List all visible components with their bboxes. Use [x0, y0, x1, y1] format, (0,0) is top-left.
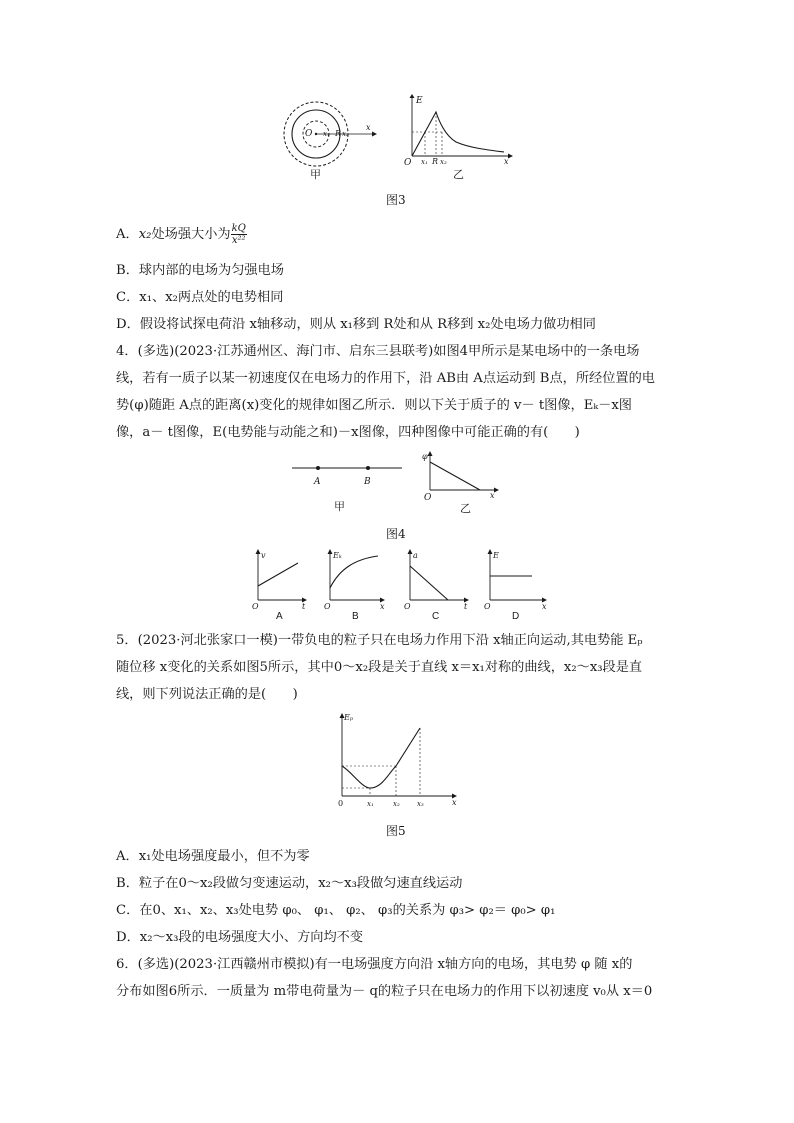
fig4-b-label-y: Eₖ	[333, 551, 342, 560]
fig4-c-label-O: O	[404, 602, 411, 611]
fig4-yi-graph	[418, 450, 503, 502]
fig4-a-label-O: O	[252, 602, 259, 611]
fig5-label-x1: x₁	[367, 800, 374, 808]
fig4-a-label-x: t	[302, 602, 306, 611]
fig5-label-Ep: Eₚ	[344, 713, 354, 722]
fig4-yi-caption: 乙	[460, 502, 471, 515]
fig5-label-x: x	[452, 798, 457, 807]
q4-stem-line4: 像，a－ t图像，E(电势能与动能之和)－x图像，四种图像中可能正确的有( )	[116, 425, 580, 440]
fig4-jia-label-A: A	[314, 477, 321, 487]
fig4-b-label-x: x	[380, 602, 385, 611]
q5-option-b: B．粒子在0～x₂段做匀变速运动，x₂～x₃段做匀速直线运动	[116, 876, 463, 891]
fig4-caption: 图4	[386, 527, 406, 541]
fig4-jia-diagram	[290, 458, 405, 488]
fig4-jia-label-B: B	[364, 477, 371, 487]
fig3-caption: 图3	[386, 193, 406, 207]
q4-stem-line1: 4．(多选)(2023·江苏通州区、海门市、启东三县联考)如图4甲所示是某电场中的一条电场	[116, 344, 640, 359]
fig5-caption: 图5	[386, 824, 406, 838]
fig3-yi-label-E: E	[416, 96, 423, 106]
fig5-label-zero: 0	[338, 799, 344, 808]
fig4-option-d-label: D	[512, 611, 520, 622]
fig4-option-c-label: C	[432, 611, 440, 622]
q6-stem-line1: 6．(多选)(2023·江西赣州市模拟)有一电场强度方向沿 x轴方向的电场，其电势 φ 随 x的	[116, 957, 633, 972]
fig4-option-b-label: B	[352, 611, 359, 622]
fig3-yi-label-O: O	[404, 158, 412, 168]
q3-option-d: D．假设将试探电荷沿 x轴移动，则从 x₁移到 R处和从 R移到 x₂处电场力做功相同	[116, 317, 596, 332]
q5-stem-line3: 线，则下列说法正确的是( )	[116, 687, 298, 702]
q5-stem-line2: 随位移 x变化的关系如图5所示，其中0～x₂段是关于直线 x＝x₁对称的曲线，x₂～x₃段是直	[116, 660, 643, 675]
q3-option-a: A．x₂处场强大小为 $\frac{kQ}{\text{x²²}}$	[116, 223, 246, 246]
fig3-jia-label-R: R	[335, 129, 342, 138]
q3-option-c: C．x₁、x₂两点处的电势相同	[116, 290, 284, 305]
fig4-option-d-graph	[482, 548, 552, 610]
fig4-yi-label-phi: φ	[422, 452, 428, 461]
fig4-c-label-x: t	[464, 602, 468, 611]
fig3-yi-label-R: R	[432, 157, 439, 166]
fig4-yi-label-x: x	[490, 491, 495, 500]
fig3-jia-caption: 甲	[310, 168, 321, 181]
fig3-yi-label-x1: x₁	[421, 158, 428, 166]
q5-option-a: A．x₁处电场强度最小，但不为零	[116, 849, 310, 864]
q3-option-b: B．球内部的电场为匀强电场	[116, 263, 284, 278]
fig3-yi-graph	[400, 94, 515, 166]
fig4-a-label-y: v	[261, 551, 266, 560]
q6-stem-line2: 分布如图6所示．一质量为 m带电荷量为－ q的粒子只在电场力的作用下以初速度 v₀从 x＝0	[116, 984, 653, 999]
fig4-d-label-O: O	[484, 602, 491, 611]
fig3-yi-label-x: x	[504, 157, 509, 166]
q4-stem-line2: 线，若有一质子以某一初速度仅在电场力的作用下，沿 AB由 A点运动到 B点，所经位置的电	[116, 371, 655, 386]
fig3-yi-caption: 乙	[453, 168, 464, 181]
fig3-jia-label-O: O	[305, 129, 313, 139]
fig4-d-label-x: x	[542, 602, 547, 611]
fig4-option-a-label: A	[276, 611, 283, 622]
fig4-option-c-graph	[402, 548, 472, 610]
fig5-label-x2: x₂	[393, 800, 400, 808]
fig3-jia-label-x1: x₁	[323, 130, 330, 138]
fig3-jia-label-x2: x₂	[342, 130, 349, 138]
q5-option-d: D．x₂～x₃段的电场强度大小、方向均不变	[116, 930, 364, 945]
fig3-jia-diagram	[280, 98, 380, 178]
fig4-option-b-graph	[322, 548, 388, 610]
q5-stem-line1: 5．(2023·河北张家口一模)一带负电的粒子只在电场力作用下沿 x轴正向运动,其电势能 Eₚ	[116, 633, 643, 648]
fig4-b-label-O: O	[324, 602, 331, 611]
q4-stem-line3: 势(φ)随距 A点的距离(x)变化的规律如图乙所示．则以下关于质子的 v－ t图像，Eₖ－x图	[116, 398, 632, 413]
fig3-jia-label-x: x	[366, 123, 371, 132]
q5-option-c: C．在0、x₁、x₂、x₃处电势 φ₀、 φ₁、 φ₂、 φ₃的关系为 φ₃> φ₂＝ φ₀> φ₁	[116, 903, 556, 918]
fig4-c-label-y: a	[413, 551, 418, 560]
fig4-d-label-y: E	[493, 551, 499, 560]
fig5-label-x3: x₃	[417, 800, 424, 808]
fig5-graph	[334, 710, 464, 812]
fig4-jia-caption: 甲	[334, 500, 345, 513]
fig4-option-a-graph	[250, 548, 310, 610]
fig3-yi-label-x2: x₂	[440, 158, 447, 166]
fig4-yi-label-O: O	[424, 493, 432, 503]
